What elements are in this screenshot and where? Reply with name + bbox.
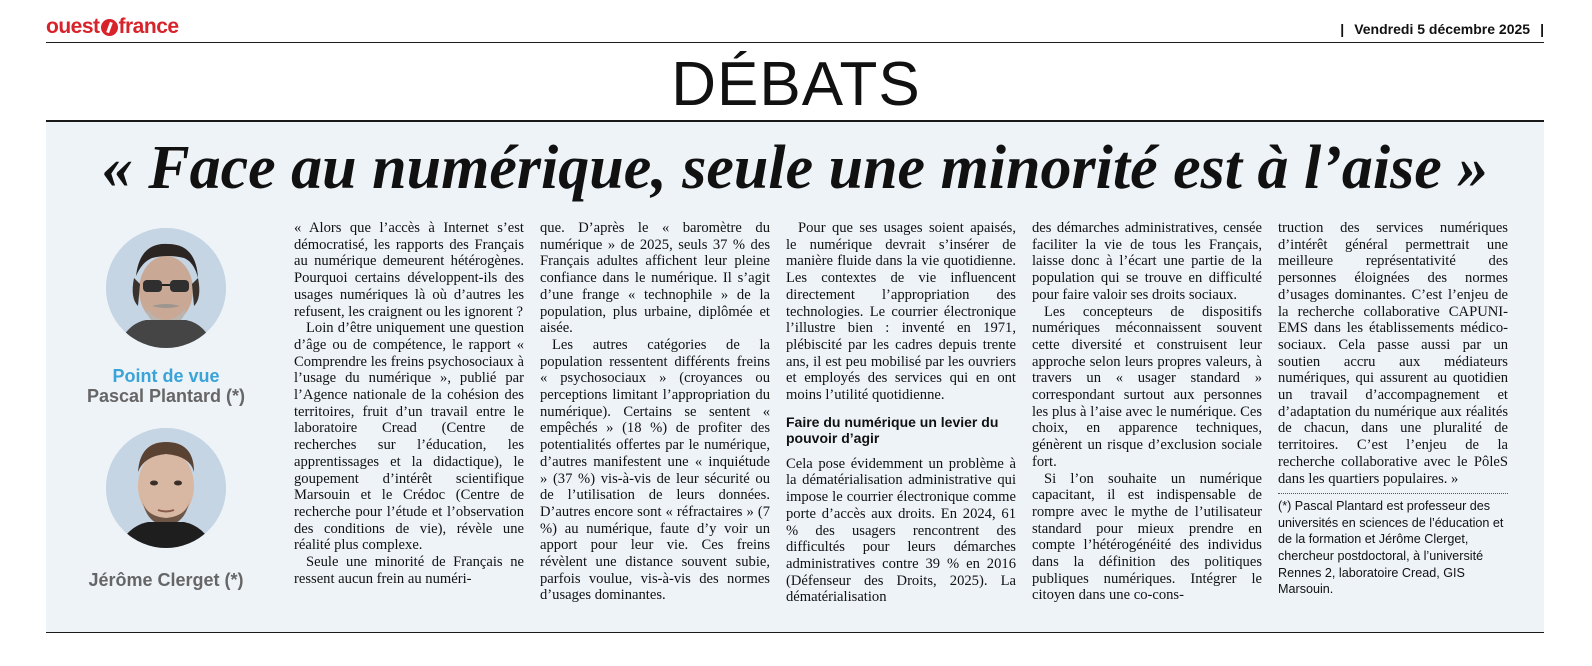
article-headline: « Face au numérique, seule une minorité est à l’aise » (101, 134, 1489, 202)
paragraph: des démarches administratives, censée faciliter la vie de tous les Français, laisse donc à l’écart une partie de la population qui se trouve en difficulté pour faire valoir ses droits sociaux. (1032, 220, 1262, 303)
byline-label: Point de vue (112, 366, 220, 386)
paragraph: que. D’après le « baromètre du numérique » de 2025, seuls 37 % des Français adultes affichent leur pleine confiance dans le numérique. Il s’agit d’une frange « technophile » de la population, plus urbaine, diplômée et aisée. (540, 220, 770, 337)
date-separator-right: | (1540, 21, 1544, 37)
article-column-4 (1032, 220, 1262, 604)
article-column-5 (1278, 220, 1508, 598)
masthead (46, 14, 1544, 43)
ouest-france-logo[interactable] (46, 14, 179, 40)
logo-mark-icon (101, 19, 118, 36)
section-title: DÉBATS (671, 50, 921, 119)
article-column-3 (786, 220, 1016, 606)
paragraph: « Alors que l’accès à Internet s’est démocratisé, les rapports des Français au numérique demeurent hétérogènes. Pourquoi certains développent-ils des usages numériques là où d’autres les refusent, les craignent ou les ignorent ? (294, 220, 524, 320)
author-name-1: Pascal Plantard (*) (86, 386, 246, 406)
paragraph: Les autres catégories de la population ressentent différents freins « psychosociaux » (croyances ou perceptions limitant l’appropriation du numérique). Certains se sentent « empêchés » (18 %) de profiter des potentialités offertes par le numérique, d’autres manifestent une « inquiétude » (37 %) vis-à-vis de leur sécurité ou de l’utilisation de leurs données. D’autres encore sont « réfractaires » (7 %) au numérique, faute d’y voir un apport pour leur vie. Ces freins révèlent une distance souvent subie, parfois voulue, vis-à-vis des normes d’usages dominantes. (540, 336, 770, 604)
author-photo-jerome-clerget (106, 428, 226, 548)
paragraph: Pour que ses usages soient apaisés, le numérique devrait s’insérer de manière fluide dans la vie quotidienne. Les contextes de vie influencent directement l’appropriation des technologies. Le courrier électronique l’illustre bien : inventé en 1971, plébiscité par les cadres depuis trente ans, il est peu mobilisé par les ouvriers et employés des services qui en ont moins l’utilité quotidienne. (786, 220, 1016, 404)
author-name-2: Jérôme Clerget (*) (88, 570, 244, 590)
paragraph: Les concepteurs de dispositifs numériques méconnaissent souvent cette diversité et construisent leur approche selon leurs propres valeurs, à travers un « usager standard » correspondant surtout aux personnes les plus à l’aise avec le numérique. Ces choix, en apparence techniques, génèrent un risque d’exclusion sociale fort. (1032, 303, 1262, 470)
portrait-2-icon (106, 428, 226, 548)
dateline (1340, 20, 1544, 38)
author-photo-pascal-plantard (106, 228, 226, 348)
portrait-1-icon (106, 228, 226, 348)
paragraph: Cela pose évidemment un problème à la dématérialisation administrative qui impose le courrier électronique comme porte d’accès aux droits. En 2024, 61 % des usagers rencontrent des difficultés pour leurs démarches administratives contre 39 % en 2016 (Défenseur des Droits, 2025). La dématérialisation (786, 455, 1016, 606)
issue-date: Vendredi 5 décembre 2025 (1354, 21, 1531, 37)
paragraph: Seule une minorité de Français ne ressent aucun frein au numéri- (294, 554, 524, 587)
paragraph: Si l’on souhaite un numérique capacitant, il est indispensable de rompre avec le mythe de l’utilisateur standard pour mieux prendre en compte l’hétérogénéité des individus dans la définition des politiques publiques numériques. Intégrer le citoyen dans une co-cons- (1032, 470, 1262, 604)
author-footnote: (*) Pascal Plantard est professeur des universités en sciences de l’éducation et de la formation et Jérôme Clerget, chercheur postdoctoral, à l’université Rennes 2, laboratoire Cread, GIS Marsouin. (1278, 499, 1504, 597)
paragraph: Loin d’être uniquement une question d’âge ou de compétence, le rapport « Comprendre les freins psychosociaux à l’usage du numérique », publié par l’Agence nationale de la cohésion des territoires, fruit d’un travail entre le laboratoire Cread (Centre de recherches sur l’éducation, les apprentissages et la didactique), le goupement d’intérêt scientifique Marsouin et le Crédoc (Centre de recherche pour l’étude et l’observation des conditions de vie), révèle une réalité plus complexe. (294, 320, 524, 554)
logo-word-ouest: ouest (46, 15, 100, 38)
paragraph: truction des services numériques d’intérêt général permettrait une meilleure représentativité des personnes éloignées des normes d’usages dominantes. C’est l’enjeu de la recherche collaborative CAPUNI-EMS dans les établissements médico-sociaux. Cela passe aussi par un soutien accru aux médiateurs numériques, qui assurent au quotidien un travail d’accompagnement et d’adaptation du numérique aux réalités de chacun, dans une pluralité de territoires. C’est l’enjeu de la recherche collaborative avec le PôleS dans les quartiers populaires. » (1278, 220, 1508, 487)
footnote-divider (1278, 493, 1508, 598)
article-column-2 (540, 220, 770, 604)
article-column-1 (294, 220, 524, 587)
article-subheading: Faire du numérique un levier du pouvoir d’agir (786, 413, 999, 446)
article-panel (46, 122, 1544, 633)
logo-word-france: france (118, 15, 179, 38)
date-separator-left: | (1340, 21, 1345, 37)
